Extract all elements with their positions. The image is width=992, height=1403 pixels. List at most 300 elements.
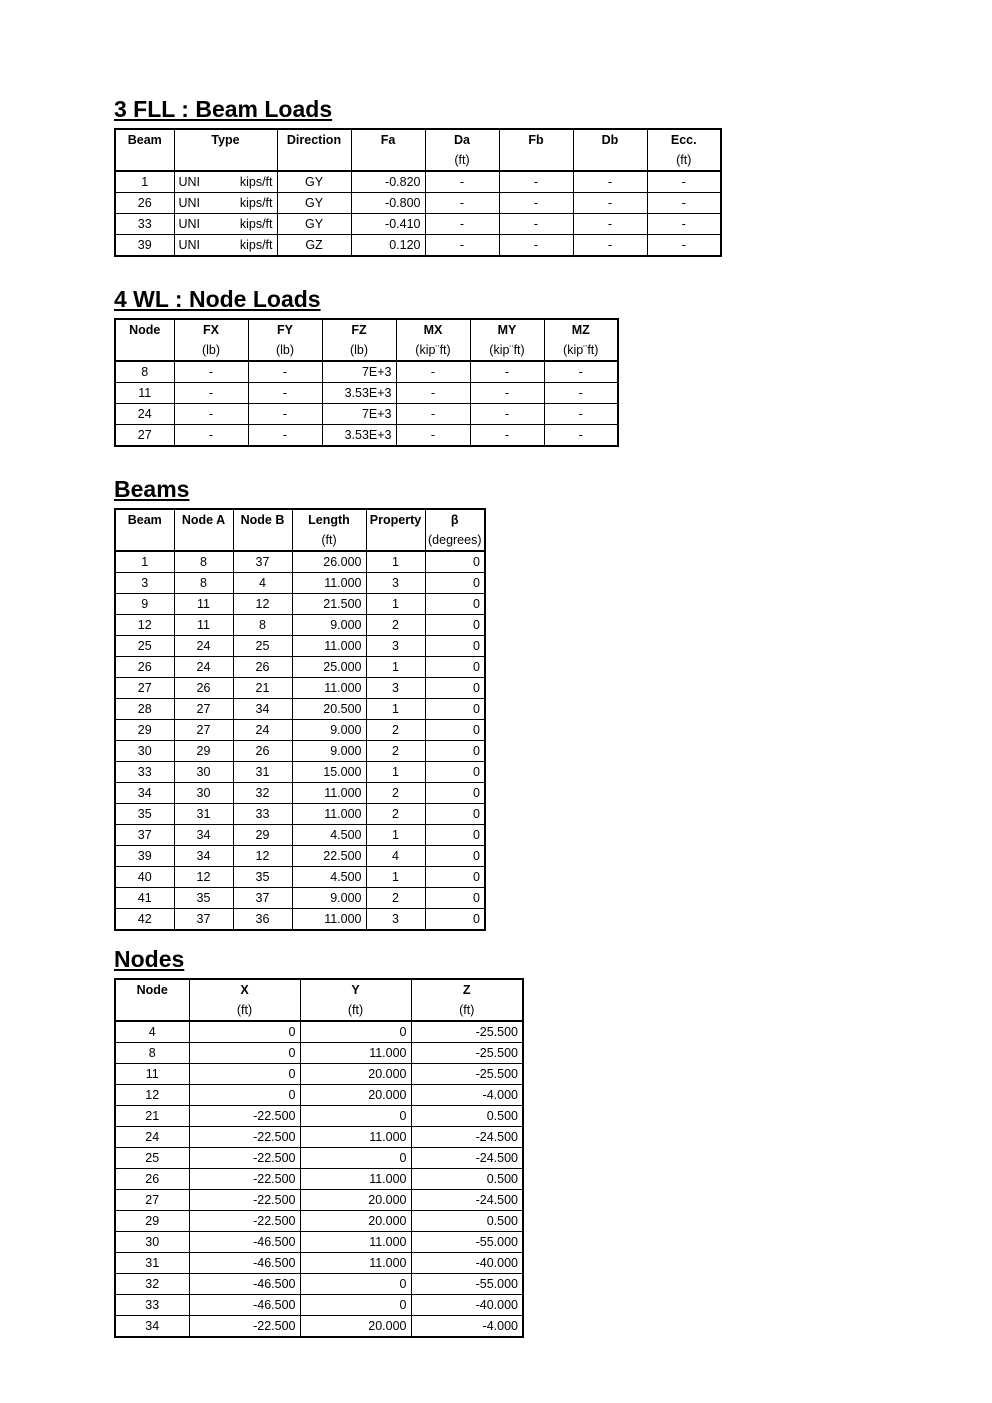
table-cell: 40 [115, 867, 174, 888]
table-cell: 9 [115, 594, 174, 615]
table-cell: 0 [425, 762, 485, 783]
table-cell: 35 [233, 867, 292, 888]
unit-cell [174, 150, 277, 171]
table-cell: - [647, 171, 721, 193]
table-cell: -55.000 [411, 1274, 523, 1295]
load-type: UNI [178, 238, 201, 252]
beam-loads-title: 3 FLL : Beam Loads [114, 96, 333, 122]
table-cell: - [248, 361, 322, 383]
table-cell: 11 [115, 1064, 189, 1085]
table-cell: -24.500 [411, 1127, 523, 1148]
unit-cell: (lb) [248, 340, 322, 361]
table-cell: 21 [115, 1106, 189, 1127]
table-cell: 27 [115, 678, 174, 699]
beam-loads-table [114, 128, 722, 257]
table-cell: 0 [425, 825, 485, 846]
beams-body [115, 551, 485, 930]
header-cell: Beam [115, 509, 174, 530]
table-cell: -22.500 [189, 1211, 300, 1232]
table-cell: - [573, 214, 647, 235]
header-cell: FY [248, 319, 322, 340]
table-row [115, 1127, 523, 1148]
table-cell: 12 [115, 1085, 189, 1106]
table-row [115, 1274, 523, 1295]
unit-cell [499, 150, 573, 171]
table-cell: - [647, 235, 721, 257]
table-cell: 25.000 [292, 657, 366, 678]
table-cell: 25 [233, 636, 292, 657]
table-cell: 0 [300, 1021, 411, 1043]
table-row [115, 720, 485, 741]
table-cell: 20.000 [300, 1316, 411, 1338]
table-cell: -22.500 [189, 1316, 300, 1338]
table-cell: 0.500 [411, 1211, 523, 1232]
table-row [115, 1253, 523, 1274]
load-type: UNI [178, 196, 201, 210]
table-row [115, 594, 485, 615]
load-unit: kips/ft [239, 238, 273, 252]
table-cell: - [499, 193, 573, 214]
table-cell: GY [277, 193, 351, 214]
table-cell: 11.000 [292, 636, 366, 657]
table-row [115, 846, 485, 867]
table-cell: 0 [425, 551, 485, 573]
load-unit: kips/ft [239, 217, 273, 231]
table-cell: -0.410 [351, 214, 425, 235]
unit-cell [277, 150, 351, 171]
table-row [115, 1211, 523, 1232]
table-cell: GZ [277, 235, 351, 257]
table-cell: 39 [115, 846, 174, 867]
unit-cell [233, 530, 292, 551]
header-cell: MX [396, 319, 470, 340]
table-cell: 11.000 [292, 783, 366, 804]
table-row [115, 615, 485, 636]
nodes-section [114, 946, 524, 1338]
table-cell: - [174, 404, 248, 425]
table-cell: 12 [115, 615, 174, 636]
unit-cell [115, 340, 174, 361]
table-row [115, 825, 485, 846]
table-cell: 11 [115, 383, 174, 404]
table-row [115, 1064, 523, 1085]
header-cell: Fb [499, 129, 573, 150]
table-cell: 24 [174, 636, 233, 657]
table-cell: 0 [425, 636, 485, 657]
table-cell: - [470, 383, 544, 404]
table-cell: -0.800 [351, 193, 425, 214]
table-cell: -22.500 [189, 1190, 300, 1211]
table-cell: 11.000 [292, 909, 366, 931]
table-cell: 30 [115, 1232, 189, 1253]
table-row [115, 1190, 523, 1211]
unit-cell: (ft) [292, 530, 366, 551]
table-cell: 33 [233, 804, 292, 825]
table-cell: 41 [115, 888, 174, 909]
table-cell: 1 [115, 551, 174, 573]
table-cell: 4 [366, 846, 425, 867]
table-cell: 0.120 [351, 235, 425, 257]
table-cell: 29 [233, 825, 292, 846]
table-cell: 3 [366, 678, 425, 699]
beams-section [114, 476, 486, 931]
table-cell: 26 [115, 193, 174, 214]
table-cell: 9.000 [292, 741, 366, 762]
table-cell: 21.500 [292, 594, 366, 615]
table-cell: 33 [115, 1295, 189, 1316]
table-cell: -22.500 [189, 1127, 300, 1148]
table-cell: 31 [115, 1253, 189, 1274]
table-row [115, 1169, 523, 1190]
table-cell: 0 [189, 1085, 300, 1106]
header-cell: Property [366, 509, 425, 530]
table-cell: 24 [115, 404, 174, 425]
unit-cell: (kip¨ft) [544, 340, 618, 361]
header-cell: FZ [322, 319, 396, 340]
table-cell: 11.000 [300, 1043, 411, 1064]
table-cell: 2 [366, 804, 425, 825]
node-loads-title: 4 WL : Node Loads [114, 286, 321, 312]
header-cell: Node B [233, 509, 292, 530]
table-cell: 9.000 [292, 615, 366, 636]
table-cell: 20.000 [300, 1211, 411, 1232]
table-cell: 0 [300, 1295, 411, 1316]
table-cell: -55.000 [411, 1232, 523, 1253]
table-cell: 3 [366, 909, 425, 931]
header-cell: Db [573, 129, 647, 150]
table-row [115, 888, 485, 909]
table-cell: -22.500 [189, 1169, 300, 1190]
table-cell: 25 [115, 636, 174, 657]
table-cell: - [396, 404, 470, 425]
table-cell: -25.500 [411, 1043, 523, 1064]
table-cell: - [544, 425, 618, 447]
table-row [115, 636, 485, 657]
header-cell: Node [115, 979, 189, 1000]
table-cell: - [396, 361, 470, 383]
table-cell: 2 [366, 720, 425, 741]
table-cell: -46.500 [189, 1232, 300, 1253]
table-cell: 8 [174, 573, 233, 594]
table-cell: 24 [115, 1127, 189, 1148]
table-cell: 0 [425, 804, 485, 825]
nodes-body [115, 1021, 523, 1337]
table-cell: - [425, 193, 499, 214]
table-cell: 11.000 [292, 678, 366, 699]
table-cell: - [248, 383, 322, 404]
table-cell: 34 [174, 825, 233, 846]
table-cell: -0.820 [351, 171, 425, 193]
table-cell: -24.500 [411, 1190, 523, 1211]
table-cell: 39 [115, 235, 174, 257]
table-cell: 3 [366, 573, 425, 594]
table-cell: -46.500 [189, 1295, 300, 1316]
table-cell: 3 [115, 573, 174, 594]
table-cell: 0 [300, 1106, 411, 1127]
beams-title: Beams [114, 476, 190, 502]
table-cell [174, 235, 277, 257]
table-cell: - [499, 235, 573, 257]
table-cell: 26 [233, 741, 292, 762]
table-cell: 37 [174, 909, 233, 931]
table-cell: 0 [189, 1021, 300, 1043]
table-cell: 0 [425, 846, 485, 867]
table-cell: 27 [115, 425, 174, 447]
table-cell: - [396, 425, 470, 447]
table-cell: - [573, 171, 647, 193]
node-loads-section [114, 286, 619, 447]
table-cell: - [425, 235, 499, 257]
table-cell: 34 [115, 783, 174, 804]
table-cell: 1 [366, 551, 425, 573]
table-cell: 0 [425, 594, 485, 615]
unit-cell: (ft) [425, 150, 499, 171]
table-cell: 24 [174, 657, 233, 678]
table-cell: 1 [366, 594, 425, 615]
table-cell: 20.000 [300, 1064, 411, 1085]
table-cell: 20.000 [300, 1190, 411, 1211]
table-cell: - [470, 425, 544, 447]
table-cell: 34 [174, 846, 233, 867]
table-cell: 4 [115, 1021, 189, 1043]
table-row [115, 425, 618, 447]
table-cell: 11.000 [300, 1169, 411, 1190]
table-cell: 36 [233, 909, 292, 931]
table-cell: - [499, 214, 573, 235]
table-cell: - [544, 383, 618, 404]
table-cell: - [544, 404, 618, 425]
table-cell: 0 [425, 783, 485, 804]
table-cell: 11 [174, 615, 233, 636]
table-cell: -25.500 [411, 1021, 523, 1043]
table-cell: - [174, 383, 248, 404]
table-cell: 26 [115, 657, 174, 678]
table-row [115, 804, 485, 825]
table-cell: 1 [115, 171, 174, 193]
table-cell: - [573, 193, 647, 214]
table-cell: 32 [115, 1274, 189, 1295]
table-cell: 26 [233, 657, 292, 678]
load-unit: kips/ft [239, 175, 273, 189]
unit-cell [351, 150, 425, 171]
table-cell: - [174, 361, 248, 383]
table-row [115, 1085, 523, 1106]
table-cell: 0 [425, 699, 485, 720]
table-cell: -4.000 [411, 1085, 523, 1106]
header-cell: Ecc. [647, 129, 721, 150]
table-cell: 31 [174, 804, 233, 825]
table-cell: 7E+3 [322, 404, 396, 425]
load-type: UNI [178, 175, 201, 189]
node-loads-table [114, 318, 619, 447]
table-cell: -46.500 [189, 1253, 300, 1274]
table-row [115, 551, 485, 573]
table-cell: 0 [425, 720, 485, 741]
unit-cell [115, 150, 174, 171]
header-cell: Fa [351, 129, 425, 150]
unit-cell: (kip¨ft) [470, 340, 544, 361]
table-row [115, 1295, 523, 1316]
header-cell: Z [411, 979, 523, 1000]
unit-cell [366, 530, 425, 551]
table-cell: GY [277, 171, 351, 193]
table-cell: 24 [233, 720, 292, 741]
table-cell: 21 [233, 678, 292, 699]
table-cell [174, 214, 277, 235]
beam-loads-body [115, 171, 721, 256]
table-row [115, 657, 485, 678]
table-cell: 0 [300, 1148, 411, 1169]
table-cell: 0 [189, 1043, 300, 1064]
table-cell: 1 [366, 699, 425, 720]
nodes-table [114, 978, 524, 1338]
table-cell: GY [277, 214, 351, 235]
table-cell: 11.000 [300, 1127, 411, 1148]
table-cell: 0 [425, 615, 485, 636]
table-cell: 20.500 [292, 699, 366, 720]
table-cell: 27 [174, 720, 233, 741]
table-cell: 0 [425, 909, 485, 931]
table-cell: 0 [425, 657, 485, 678]
table-cell: - [248, 404, 322, 425]
table-row [115, 762, 485, 783]
nodes-title: Nodes [114, 946, 185, 972]
table-cell: 0.500 [411, 1169, 523, 1190]
table-row [115, 678, 485, 699]
load-type: UNI [178, 217, 201, 231]
table-row [115, 909, 485, 931]
table-cell: 31 [233, 762, 292, 783]
table-row [115, 1043, 523, 1064]
beams-table [114, 508, 486, 931]
table-cell: 8 [174, 551, 233, 573]
table-cell: 4 [233, 573, 292, 594]
table-cell: 11.000 [300, 1232, 411, 1253]
table-cell: 1 [366, 657, 425, 678]
table-cell: 11.000 [300, 1253, 411, 1274]
table-cell: - [248, 425, 322, 447]
table-cell: - [174, 425, 248, 447]
header-cell: Direction [277, 129, 351, 150]
table-cell: 0 [425, 678, 485, 699]
table-cell: 29 [174, 741, 233, 762]
table-cell: 7E+3 [322, 361, 396, 383]
node-loads-body [115, 361, 618, 446]
unit-cell: (lb) [322, 340, 396, 361]
unit-cell: (ft) [300, 1000, 411, 1021]
table-cell: 2 [366, 741, 425, 762]
table-cell: 0 [425, 573, 485, 594]
unit-cell [174, 530, 233, 551]
table-cell: 30 [174, 783, 233, 804]
table-cell: 0 [189, 1064, 300, 1085]
table-cell: - [647, 214, 721, 235]
table-cell: 22.500 [292, 846, 366, 867]
table-cell: 4.500 [292, 867, 366, 888]
unit-cell [115, 1000, 189, 1021]
table-row [115, 699, 485, 720]
table-cell: -22.500 [189, 1106, 300, 1127]
table-cell: 3.53E+3 [322, 425, 396, 447]
table-cell: 33 [115, 214, 174, 235]
table-cell: 0.500 [411, 1106, 523, 1127]
header-cell: Node A [174, 509, 233, 530]
header-cell: MY [470, 319, 544, 340]
table-row [115, 383, 618, 404]
table-cell: 37 [233, 888, 292, 909]
table-cell: -25.500 [411, 1064, 523, 1085]
table-cell: -46.500 [189, 1274, 300, 1295]
header-cell: Node [115, 319, 174, 340]
table-cell: 25 [115, 1148, 189, 1169]
header-cell: X [189, 979, 300, 1000]
table-cell: -40.000 [411, 1253, 523, 1274]
table-cell: 27 [174, 699, 233, 720]
unit-cell: (ft) [411, 1000, 523, 1021]
unit-cell: (ft) [189, 1000, 300, 1021]
table-row [115, 1021, 523, 1043]
table-cell: -40.000 [411, 1295, 523, 1316]
unit-cell: (lb) [174, 340, 248, 361]
table-cell: 30 [174, 762, 233, 783]
table-cell: 34 [115, 1316, 189, 1338]
table-cell: 29 [115, 720, 174, 741]
load-unit: kips/ft [239, 196, 273, 210]
table-cell [174, 193, 277, 214]
table-row [115, 741, 485, 762]
table-cell: 3.53E+3 [322, 383, 396, 404]
table-cell: 32 [233, 783, 292, 804]
table-cell: 1 [366, 867, 425, 888]
table-cell: - [470, 404, 544, 425]
table-cell: 33 [115, 762, 174, 783]
table-cell: - [544, 361, 618, 383]
table-cell: 12 [233, 594, 292, 615]
table-cell: 12 [233, 846, 292, 867]
table-cell: -22.500 [189, 1148, 300, 1169]
table-cell: 0 [425, 741, 485, 762]
table-row [115, 1106, 523, 1127]
unit-cell: (kip¨ft) [396, 340, 470, 361]
table-cell: 11.000 [292, 573, 366, 594]
table-row [115, 235, 721, 257]
header-cell: Type [174, 129, 277, 150]
header-cell: Da [425, 129, 499, 150]
table-row [115, 867, 485, 888]
header-cell: β [425, 509, 485, 530]
beam-loads-section [114, 96, 722, 257]
table-cell: 4.500 [292, 825, 366, 846]
table-cell: 20.000 [300, 1085, 411, 1106]
table-cell: 9.000 [292, 888, 366, 909]
table-cell: - [470, 361, 544, 383]
table-cell [174, 171, 277, 193]
table-row [115, 1232, 523, 1253]
table-cell: 8 [115, 1043, 189, 1064]
header-cell: FX [174, 319, 248, 340]
table-row [115, 1316, 523, 1338]
header-cell: Length [292, 509, 366, 530]
table-cell: - [573, 235, 647, 257]
table-cell: - [647, 193, 721, 214]
table-cell: 11.000 [292, 804, 366, 825]
table-cell: - [425, 171, 499, 193]
table-cell: - [425, 214, 499, 235]
table-cell: 0 [425, 888, 485, 909]
table-row [115, 214, 721, 235]
table-cell: - [396, 383, 470, 404]
unit-cell: (degrees) [425, 530, 485, 551]
